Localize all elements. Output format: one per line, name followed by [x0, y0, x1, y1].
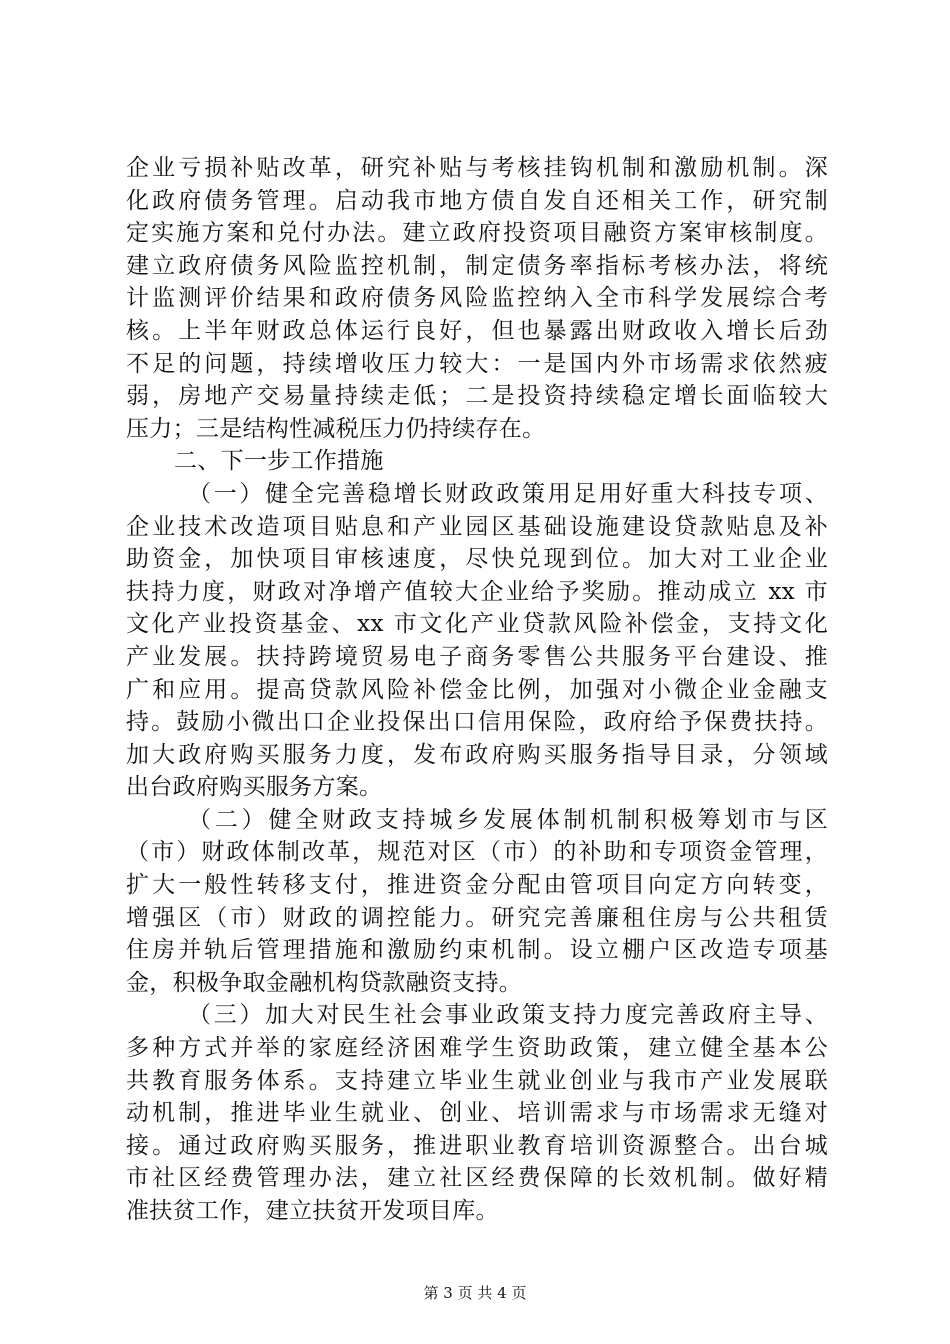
text-line: 计监测评价结果和政府债务风险监控纳入全市科学发展综合考	[126, 285, 828, 312]
document-body	[126, 152, 828, 1228]
text-line: 金，积极争取金融机构贷款融资支持。	[126, 969, 523, 996]
subsection-heading: （三）加大对民生社会事业政策支持力度完善政府主导、	[188, 1002, 828, 1029]
text-line: 定实施方案和兑付办法。建立政府投资项目融资方案审核制度。	[126, 220, 828, 247]
text-line: 共教育服务体系。支持建立毕业生就业创业与我市产业发展联	[126, 1067, 828, 1094]
subsection-heading: （二）健全财政支持城乡发展体制机制积极筹划市与区	[188, 806, 828, 833]
text-line: 扶持力度，财政对净增产值较大企业给予奖励。推动成立 xx 市	[126, 578, 828, 605]
text-line: （市）财政体制改革，规范对区（市）的补助和专项资金管理，	[126, 839, 828, 866]
text-line: 文化产业投资基金、xx 市文化产业贷款风险补偿金，支持文化	[126, 611, 828, 638]
text-line: 增强区（市）财政的调控能力。研究完善廉租住房与公共租赁	[126, 904, 828, 931]
text-line: 扩大一般性转移支付，推进资金分配由管项目向定方向转变，	[126, 872, 828, 899]
text-line: 压力；三是结构性减税压力仍持续存在。	[126, 415, 546, 442]
text-line: 企业技术改造项目贴息和产业园区基础设施建设贷款贴息及补	[126, 513, 828, 540]
text-line: 动机制，推进毕业生就业、创业、培训需求与市场需求无缝对	[126, 1100, 828, 1127]
text-line: 核。上半年财政总体运行良好，但也暴露出财政收入增长后劲	[126, 317, 828, 344]
text-line: 市社区经费管理办法，建立社区经费保障的长效机制。做好精	[126, 1165, 828, 1192]
subsection-heading: （一）健全完善稳增长财政政策用足用好重大科技专项、	[188, 480, 828, 507]
text-line: 持。鼓励小微出口企业投保出口信用保险，政府给予保费扶持。	[126, 709, 828, 736]
text-line: 多种方式并举的家庭经济困难学生资助政策，建立健全基本公	[126, 1035, 828, 1062]
text-line: 企业亏损补贴改革，研究补贴与考核挂钩机制和激励机制。深	[126, 155, 828, 181]
text-line: 建立政府债务风险监控机制，制定债务率指标考核办法，将统	[126, 252, 828, 279]
text-line: 不足的问题，持续增收压力较大：一是国内外市场需求依然疲	[126, 350, 828, 377]
text-line: 加大政府购买服务力度，发布政府购买服务指导目录，分领域	[126, 741, 828, 768]
text-line: 准扶贫工作，建立扶贫开发项目库。	[126, 1198, 499, 1224]
page-footer	[0, 1283, 950, 1303]
text-line: 住房并轨后管理措施和激励约束机制。设立棚户区改造专项基	[126, 937, 828, 964]
page-number-label: 第 3 页 共 4 页	[423, 1284, 527, 1302]
text-line: 产业发展。扶持跨境贸易电子商务零售公共服务平台建设、推	[126, 643, 828, 670]
text-line: 化政府债务管理。启动我市地方债自发自还相关工作，研究制	[126, 187, 828, 214]
text-line: 接。通过政府购买服务，推进职业教育培训资源整合。出台城	[126, 1132, 828, 1159]
text-line: 出台政府购买服务方案。	[126, 774, 383, 801]
text-line: 助资金，加快项目审核速度，尽快兑现到位。加大对工业企业	[126, 546, 828, 573]
section-heading: 二、下一步工作措施	[174, 448, 384, 475]
text-line: 弱，房地产交易量持续走低；二是投资持续稳定增长面临较大	[126, 383, 828, 410]
text-line: 广和应用。提高贷款风险补偿金比例，加强对小微企业金融支	[126, 676, 828, 703]
